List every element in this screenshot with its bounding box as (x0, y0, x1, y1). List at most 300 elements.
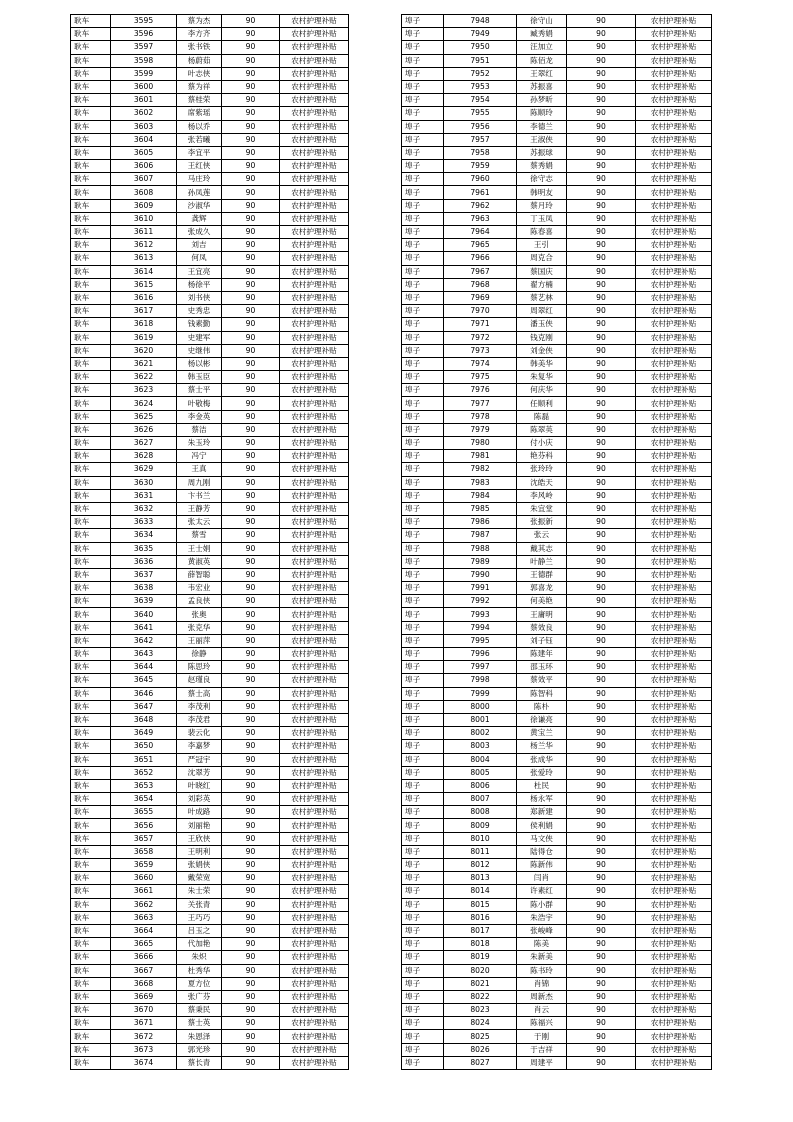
amount-cell: 90 (567, 305, 636, 318)
table-row (402, 41, 712, 54)
amount-cell: 90 (222, 239, 280, 252)
amount-cell: 90 (222, 568, 280, 581)
table-row (71, 582, 349, 595)
person-name-cell: 周翠红 (517, 305, 567, 318)
serial-number-cell: 8019 (444, 951, 517, 964)
serial-number-cell: 3672 (111, 1030, 177, 1043)
serial-number-cell: 7998 (444, 674, 517, 687)
amount-cell: 90 (567, 476, 636, 489)
person-name-cell: 张广芬 (177, 990, 222, 1003)
village-cell: 埠子 (402, 1056, 444, 1069)
person-name-cell: 孙凤莲 (177, 186, 222, 199)
village-cell: 耿车 (71, 885, 111, 898)
village-cell: 耿车 (71, 54, 111, 67)
subsidy-type-cell: 农村护理补贴 (280, 489, 349, 502)
serial-number-cell: 3660 (111, 872, 177, 885)
village-cell: 埠子 (402, 410, 444, 423)
subsidy-type-cell: 农村护理补贴 (636, 1030, 712, 1043)
amount-cell: 90 (222, 1056, 280, 1069)
subsidy-type-cell: 农村护理补贴 (280, 173, 349, 186)
subsidy-type-cell: 农村护理补贴 (636, 661, 712, 674)
table-row (71, 990, 349, 1003)
amount-cell: 90 (222, 845, 280, 858)
person-name-cell: 代加艳 (177, 938, 222, 951)
table-row (402, 621, 712, 634)
village-cell: 耿车 (71, 199, 111, 212)
table-row (71, 318, 349, 331)
serial-number-cell: 7985 (444, 502, 517, 515)
subsidy-type-cell: 农村护理补贴 (636, 990, 712, 1003)
serial-number-cell: 8001 (444, 713, 517, 726)
subsidy-type-cell: 农村护理补贴 (636, 924, 712, 937)
subsidy-type-cell: 农村护理补贴 (636, 529, 712, 542)
village-cell: 埠子 (402, 291, 444, 304)
table-row (402, 529, 712, 542)
serial-number-cell: 3643 (111, 648, 177, 661)
person-name-cell: 陈书玲 (517, 964, 567, 977)
table-row (71, 951, 349, 964)
subsidy-type-cell: 农村护理补贴 (636, 951, 712, 964)
village-cell: 耿车 (71, 120, 111, 133)
table-row (402, 318, 712, 331)
serial-number-cell: 3600 (111, 80, 177, 93)
subsidy-type-cell: 农村护理补贴 (636, 371, 712, 384)
person-name-cell: 何凤 (177, 252, 222, 265)
village-cell: 埠子 (402, 661, 444, 674)
serial-number-cell: 3620 (111, 344, 177, 357)
subsidy-type-cell: 农村护理补贴 (280, 990, 349, 1003)
person-name-cell: 王巧巧 (177, 911, 222, 924)
person-name-cell: 李嘉梦 (177, 740, 222, 753)
serial-number-cell: 3652 (111, 766, 177, 779)
village-cell: 埠子 (402, 819, 444, 832)
serial-number-cell: 3671 (111, 1017, 177, 1030)
subsidy-type-cell: 农村护理补贴 (280, 1004, 349, 1017)
serial-number-cell: 3668 (111, 977, 177, 990)
village-cell: 耿车 (71, 924, 111, 937)
village-cell: 埠子 (402, 226, 444, 239)
person-name-cell: 蔡士平 (177, 384, 222, 397)
person-name-cell: 蔡长青 (177, 1056, 222, 1069)
subsidy-type-cell: 农村护理补贴 (280, 621, 349, 634)
table-row (402, 898, 712, 911)
person-name-cell: 李茂君 (177, 713, 222, 726)
person-name-cell: 朱宜堂 (517, 502, 567, 515)
serial-number-cell: 3613 (111, 252, 177, 265)
person-name-cell: 于吉祥 (517, 1043, 567, 1056)
subsidy-type-cell: 农村护理补贴 (636, 15, 712, 28)
village-cell: 埠子 (402, 489, 444, 502)
village-cell: 耿车 (71, 252, 111, 265)
village-cell: 耿车 (71, 94, 111, 107)
amount-cell: 90 (567, 608, 636, 621)
table-row (71, 977, 349, 990)
amount-cell: 90 (567, 397, 636, 410)
table-row (71, 740, 349, 753)
serial-number-cell: 7955 (444, 107, 517, 120)
subsidy-type-cell: 农村护理补贴 (280, 146, 349, 159)
amount-cell: 90 (222, 582, 280, 595)
village-cell: 耿车 (71, 344, 111, 357)
serial-number-cell: 7968 (444, 278, 517, 291)
serial-number-cell: 7990 (444, 568, 517, 581)
subsidy-type-cell: 农村护理补贴 (280, 951, 349, 964)
amount-cell: 90 (567, 146, 636, 159)
subsidy-type-cell: 农村护理补贴 (636, 133, 712, 146)
subsidy-type-cell: 农村护理补贴 (636, 938, 712, 951)
amount-cell: 90 (222, 595, 280, 608)
amount-cell: 90 (567, 107, 636, 120)
amount-cell: 90 (567, 1043, 636, 1056)
subsidy-type-cell: 农村护理补贴 (636, 727, 712, 740)
amount-cell: 90 (222, 555, 280, 568)
table-row (71, 898, 349, 911)
village-cell: 埠子 (402, 80, 444, 93)
village-cell: 耿车 (71, 1004, 111, 1017)
table-row (402, 120, 712, 133)
table-row (402, 859, 712, 872)
subsidy-type-cell: 农村护理补贴 (636, 621, 712, 634)
amount-cell: 90 (567, 173, 636, 186)
person-name-cell: 关张青 (177, 898, 222, 911)
subsidy-type-cell: 农村护理补贴 (636, 291, 712, 304)
amount-cell: 90 (222, 977, 280, 990)
amount-cell: 90 (567, 529, 636, 542)
village-cell: 埠子 (402, 674, 444, 687)
table-row (71, 753, 349, 766)
serial-number-cell: 3654 (111, 793, 177, 806)
village-cell: 耿车 (71, 700, 111, 713)
subsidy-type-cell: 农村护理补贴 (636, 94, 712, 107)
person-name-cell: 杨以乔 (177, 120, 222, 133)
village-cell: 埠子 (402, 186, 444, 199)
table-row (402, 806, 712, 819)
subsidy-type-cell: 农村护理补贴 (636, 555, 712, 568)
serial-number-cell: 7960 (444, 173, 517, 186)
table-row (71, 357, 349, 370)
amount-cell: 90 (222, 542, 280, 555)
subsidy-type-cell: 农村护理补贴 (280, 595, 349, 608)
serial-number-cell: 7995 (444, 634, 517, 647)
person-name-cell: 李金英 (177, 410, 222, 423)
table-row (402, 740, 712, 753)
subsidy-type-cell: 农村护理补贴 (636, 872, 712, 885)
table-row (71, 1043, 349, 1056)
table-row (71, 832, 349, 845)
person-name-cell: 钱克刚 (517, 331, 567, 344)
subsidy-type-cell: 农村护理补贴 (636, 28, 712, 41)
amount-cell: 90 (567, 938, 636, 951)
serial-number-cell: 7976 (444, 384, 517, 397)
amount-cell: 90 (222, 516, 280, 529)
amount-cell: 90 (222, 94, 280, 107)
village-cell: 耿车 (71, 463, 111, 476)
person-name-cell: 马庄玲 (177, 173, 222, 186)
table-row (71, 344, 349, 357)
subsidy-type-cell: 农村护理补贴 (636, 1043, 712, 1056)
amount-cell: 90 (567, 872, 636, 885)
serial-number-cell: 3669 (111, 990, 177, 1003)
person-name-cell: 张峻峰 (517, 924, 567, 937)
amount-cell: 90 (567, 859, 636, 872)
table-row (402, 516, 712, 529)
person-name-cell: 王士娟 (177, 542, 222, 555)
subsidy-type-cell: 农村护理补贴 (636, 305, 712, 318)
person-name-cell: 徐守山 (517, 15, 567, 28)
person-name-cell: 王红侠 (177, 160, 222, 173)
amount-cell: 90 (567, 252, 636, 265)
person-name-cell: 张奥 (177, 608, 222, 621)
amount-cell: 90 (222, 410, 280, 423)
table-row (402, 146, 712, 159)
person-name-cell: 闫肖 (517, 872, 567, 885)
village-cell: 埠子 (402, 252, 444, 265)
subsidy-type-cell: 农村护理补贴 (280, 450, 349, 463)
subsidy-type-cell: 农村护理补贴 (280, 674, 349, 687)
person-name-cell: 臧秀娟 (517, 28, 567, 41)
amount-cell: 90 (222, 54, 280, 67)
subsidy-type-cell: 农村护理补贴 (280, 608, 349, 621)
subsidy-type-cell: 农村护理补贴 (280, 318, 349, 331)
serial-number-cell: 7975 (444, 371, 517, 384)
village-cell: 耿车 (71, 898, 111, 911)
amount-cell: 90 (567, 582, 636, 595)
subsidy-type-cell: 农村护理补贴 (280, 753, 349, 766)
subsidy-type-cell: 农村护理补贴 (636, 463, 712, 476)
serial-number-cell: 3611 (111, 226, 177, 239)
table-row (402, 779, 712, 792)
table-row (402, 568, 712, 581)
table-row (71, 1004, 349, 1017)
amount-cell: 90 (222, 911, 280, 924)
person-name-cell: 朱浩宇 (517, 911, 567, 924)
amount-cell: 90 (567, 384, 636, 397)
amount-cell: 90 (567, 687, 636, 700)
table-row (71, 305, 349, 318)
table-row (402, 911, 712, 924)
subsidy-type-cell: 农村护理补贴 (636, 898, 712, 911)
amount-cell: 90 (567, 1030, 636, 1043)
table-row (71, 278, 349, 291)
serial-number-cell: 8009 (444, 819, 517, 832)
serial-number-cell: 3636 (111, 555, 177, 568)
person-name-cell: 李宜平 (177, 146, 222, 159)
table-row (71, 28, 349, 41)
amount-cell: 90 (222, 423, 280, 436)
serial-number-cell: 7973 (444, 344, 517, 357)
subsidy-type-cell: 农村护理补贴 (280, 15, 349, 28)
person-name-cell: 刘吉 (177, 239, 222, 252)
amount-cell: 90 (567, 291, 636, 304)
person-name-cell: 李风岭 (517, 489, 567, 502)
amount-cell: 90 (222, 318, 280, 331)
amount-cell: 90 (567, 806, 636, 819)
amount-cell: 90 (567, 344, 636, 357)
serial-number-cell: 3606 (111, 160, 177, 173)
subsidy-type-cell: 农村护理补贴 (636, 542, 712, 555)
serial-number-cell: 7979 (444, 423, 517, 436)
amount-cell: 90 (222, 173, 280, 186)
amount-cell: 90 (567, 740, 636, 753)
village-cell: 耿车 (71, 437, 111, 450)
table-row (71, 489, 349, 502)
table-row (71, 634, 349, 647)
person-name-cell: 刘金侠 (517, 344, 567, 357)
serial-number-cell: 7961 (444, 186, 517, 199)
person-name-cell: 钱素勤 (177, 318, 222, 331)
amount-cell: 90 (222, 924, 280, 937)
village-cell: 耿车 (71, 423, 111, 436)
person-name-cell: 朱恩泽 (177, 1030, 222, 1043)
person-name-cell: 周建平 (517, 1056, 567, 1069)
village-cell: 埠子 (402, 199, 444, 212)
subsidy-type-cell: 农村护理补贴 (280, 568, 349, 581)
village-cell: 耿车 (71, 832, 111, 845)
village-cell: 耿车 (71, 990, 111, 1003)
person-name-cell: 刘丽艳 (177, 819, 222, 832)
person-name-cell: 张振新 (517, 516, 567, 529)
person-name-cell: 杨蔚茹 (177, 54, 222, 67)
amount-cell: 90 (567, 555, 636, 568)
subsidy-type-cell: 农村护理补贴 (636, 384, 712, 397)
person-name-cell: 蔡桂荣 (177, 94, 222, 107)
amount-cell: 90 (222, 67, 280, 80)
table-row (71, 133, 349, 146)
serial-number-cell: 3629 (111, 463, 177, 476)
person-name-cell: 杨以彬 (177, 357, 222, 370)
amount-cell: 90 (567, 793, 636, 806)
table-row (402, 291, 712, 304)
amount-cell: 90 (222, 357, 280, 370)
table-row (71, 621, 349, 634)
village-cell: 埠子 (402, 713, 444, 726)
person-name-cell: 于刚 (517, 1030, 567, 1043)
table-row (71, 1056, 349, 1069)
amount-cell: 90 (567, 28, 636, 41)
serial-number-cell: 8023 (444, 1004, 517, 1017)
table-row (402, 608, 712, 621)
serial-number-cell: 7980 (444, 437, 517, 450)
serial-number-cell: 3651 (111, 753, 177, 766)
serial-number-cell: 3622 (111, 371, 177, 384)
village-cell: 埠子 (402, 516, 444, 529)
subsidy-type-cell: 农村护理补贴 (280, 384, 349, 397)
serial-number-cell: 8024 (444, 1017, 517, 1030)
person-name-cell: 陆得仓 (517, 845, 567, 858)
subsidy-type-cell: 农村护理补贴 (280, 740, 349, 753)
subsidy-type-cell: 农村护理补贴 (280, 1056, 349, 1069)
amount-cell: 90 (567, 766, 636, 779)
amount-cell: 90 (222, 384, 280, 397)
village-cell: 埠子 (402, 397, 444, 410)
person-name-cell: 潘玉侠 (517, 318, 567, 331)
subsidy-type-cell: 农村护理补贴 (636, 608, 712, 621)
amount-cell: 90 (567, 634, 636, 647)
serial-number-cell: 8017 (444, 924, 517, 937)
subsidy-type-cell: 农村护理补贴 (280, 80, 349, 93)
subsidy-type-cell: 农村护理补贴 (280, 397, 349, 410)
amount-cell: 90 (567, 832, 636, 845)
amount-cell: 90 (222, 621, 280, 634)
person-name-cell: 王丽萍 (177, 634, 222, 647)
serial-number-cell: 3617 (111, 305, 177, 318)
amount-cell: 90 (567, 318, 636, 331)
subsidy-type-cell: 农村护理补贴 (280, 977, 349, 990)
table-row (402, 133, 712, 146)
serial-number-cell: 3649 (111, 727, 177, 740)
table-row (402, 872, 712, 885)
subsidy-type-cell: 农村护理补贴 (280, 199, 349, 212)
person-name-cell: 张玲玲 (517, 463, 567, 476)
person-name-cell: 王淑侠 (517, 133, 567, 146)
person-name-cell: 艳芬科 (517, 450, 567, 463)
table-row (71, 410, 349, 423)
subsidy-type-cell: 农村护理补贴 (636, 212, 712, 225)
amount-cell: 90 (567, 1017, 636, 1030)
serial-number-cell: 7993 (444, 608, 517, 621)
person-name-cell: 夏方位 (177, 977, 222, 990)
person-name-cell: 张书铁 (177, 41, 222, 54)
subsidy-type-cell: 农村护理补贴 (280, 964, 349, 977)
serial-number-cell: 3601 (111, 94, 177, 107)
village-cell: 耿车 (71, 621, 111, 634)
serial-number-cell: 3603 (111, 120, 177, 133)
village-cell: 耿车 (71, 1030, 111, 1043)
subsidy-type-cell: 农村护理补贴 (636, 423, 712, 436)
table-row (402, 186, 712, 199)
table-row (402, 595, 712, 608)
subsidy-type-cell: 农村护理补贴 (280, 133, 349, 146)
village-cell: 耿车 (71, 146, 111, 159)
table-row (402, 423, 712, 436)
village-cell: 耿车 (71, 41, 111, 54)
subsidy-type-cell: 农村护理补贴 (636, 476, 712, 489)
person-name-cell: 朱玉玲 (177, 437, 222, 450)
table-row (71, 964, 349, 977)
subsidy-type-cell: 农村护理补贴 (636, 859, 712, 872)
person-name-cell: 刘彩英 (177, 793, 222, 806)
amount-cell: 90 (222, 186, 280, 199)
amount-cell: 90 (567, 753, 636, 766)
table-row (71, 1030, 349, 1043)
table-row (71, 885, 349, 898)
person-name-cell: 史建军 (177, 331, 222, 344)
subsidy-type-cell: 农村护理补贴 (636, 1004, 712, 1017)
village-cell: 埠子 (402, 437, 444, 450)
table-row (402, 344, 712, 357)
serial-number-cell: 7965 (444, 239, 517, 252)
village-cell: 耿车 (71, 516, 111, 529)
amount-cell: 90 (567, 226, 636, 239)
person-name-cell: 张爱玲 (517, 766, 567, 779)
person-name-cell: 蔡士高 (177, 687, 222, 700)
person-name-cell: 何美艳 (517, 595, 567, 608)
serial-number-cell: 3608 (111, 186, 177, 199)
roster-body-right (402, 15, 712, 1070)
village-cell: 埠子 (402, 146, 444, 159)
amount-cell: 90 (222, 120, 280, 133)
village-cell: 埠子 (402, 898, 444, 911)
table-row (71, 648, 349, 661)
table-row (71, 1017, 349, 1030)
serial-number-cell: 3638 (111, 582, 177, 595)
table-row (402, 502, 712, 515)
subsidy-type-cell: 农村护理补贴 (636, 806, 712, 819)
table-row (402, 1043, 712, 1056)
person-name-cell: 杨永军 (517, 793, 567, 806)
subsidy-type-cell: 农村护理补贴 (280, 212, 349, 225)
person-name-cell: 张娟侠 (177, 859, 222, 872)
